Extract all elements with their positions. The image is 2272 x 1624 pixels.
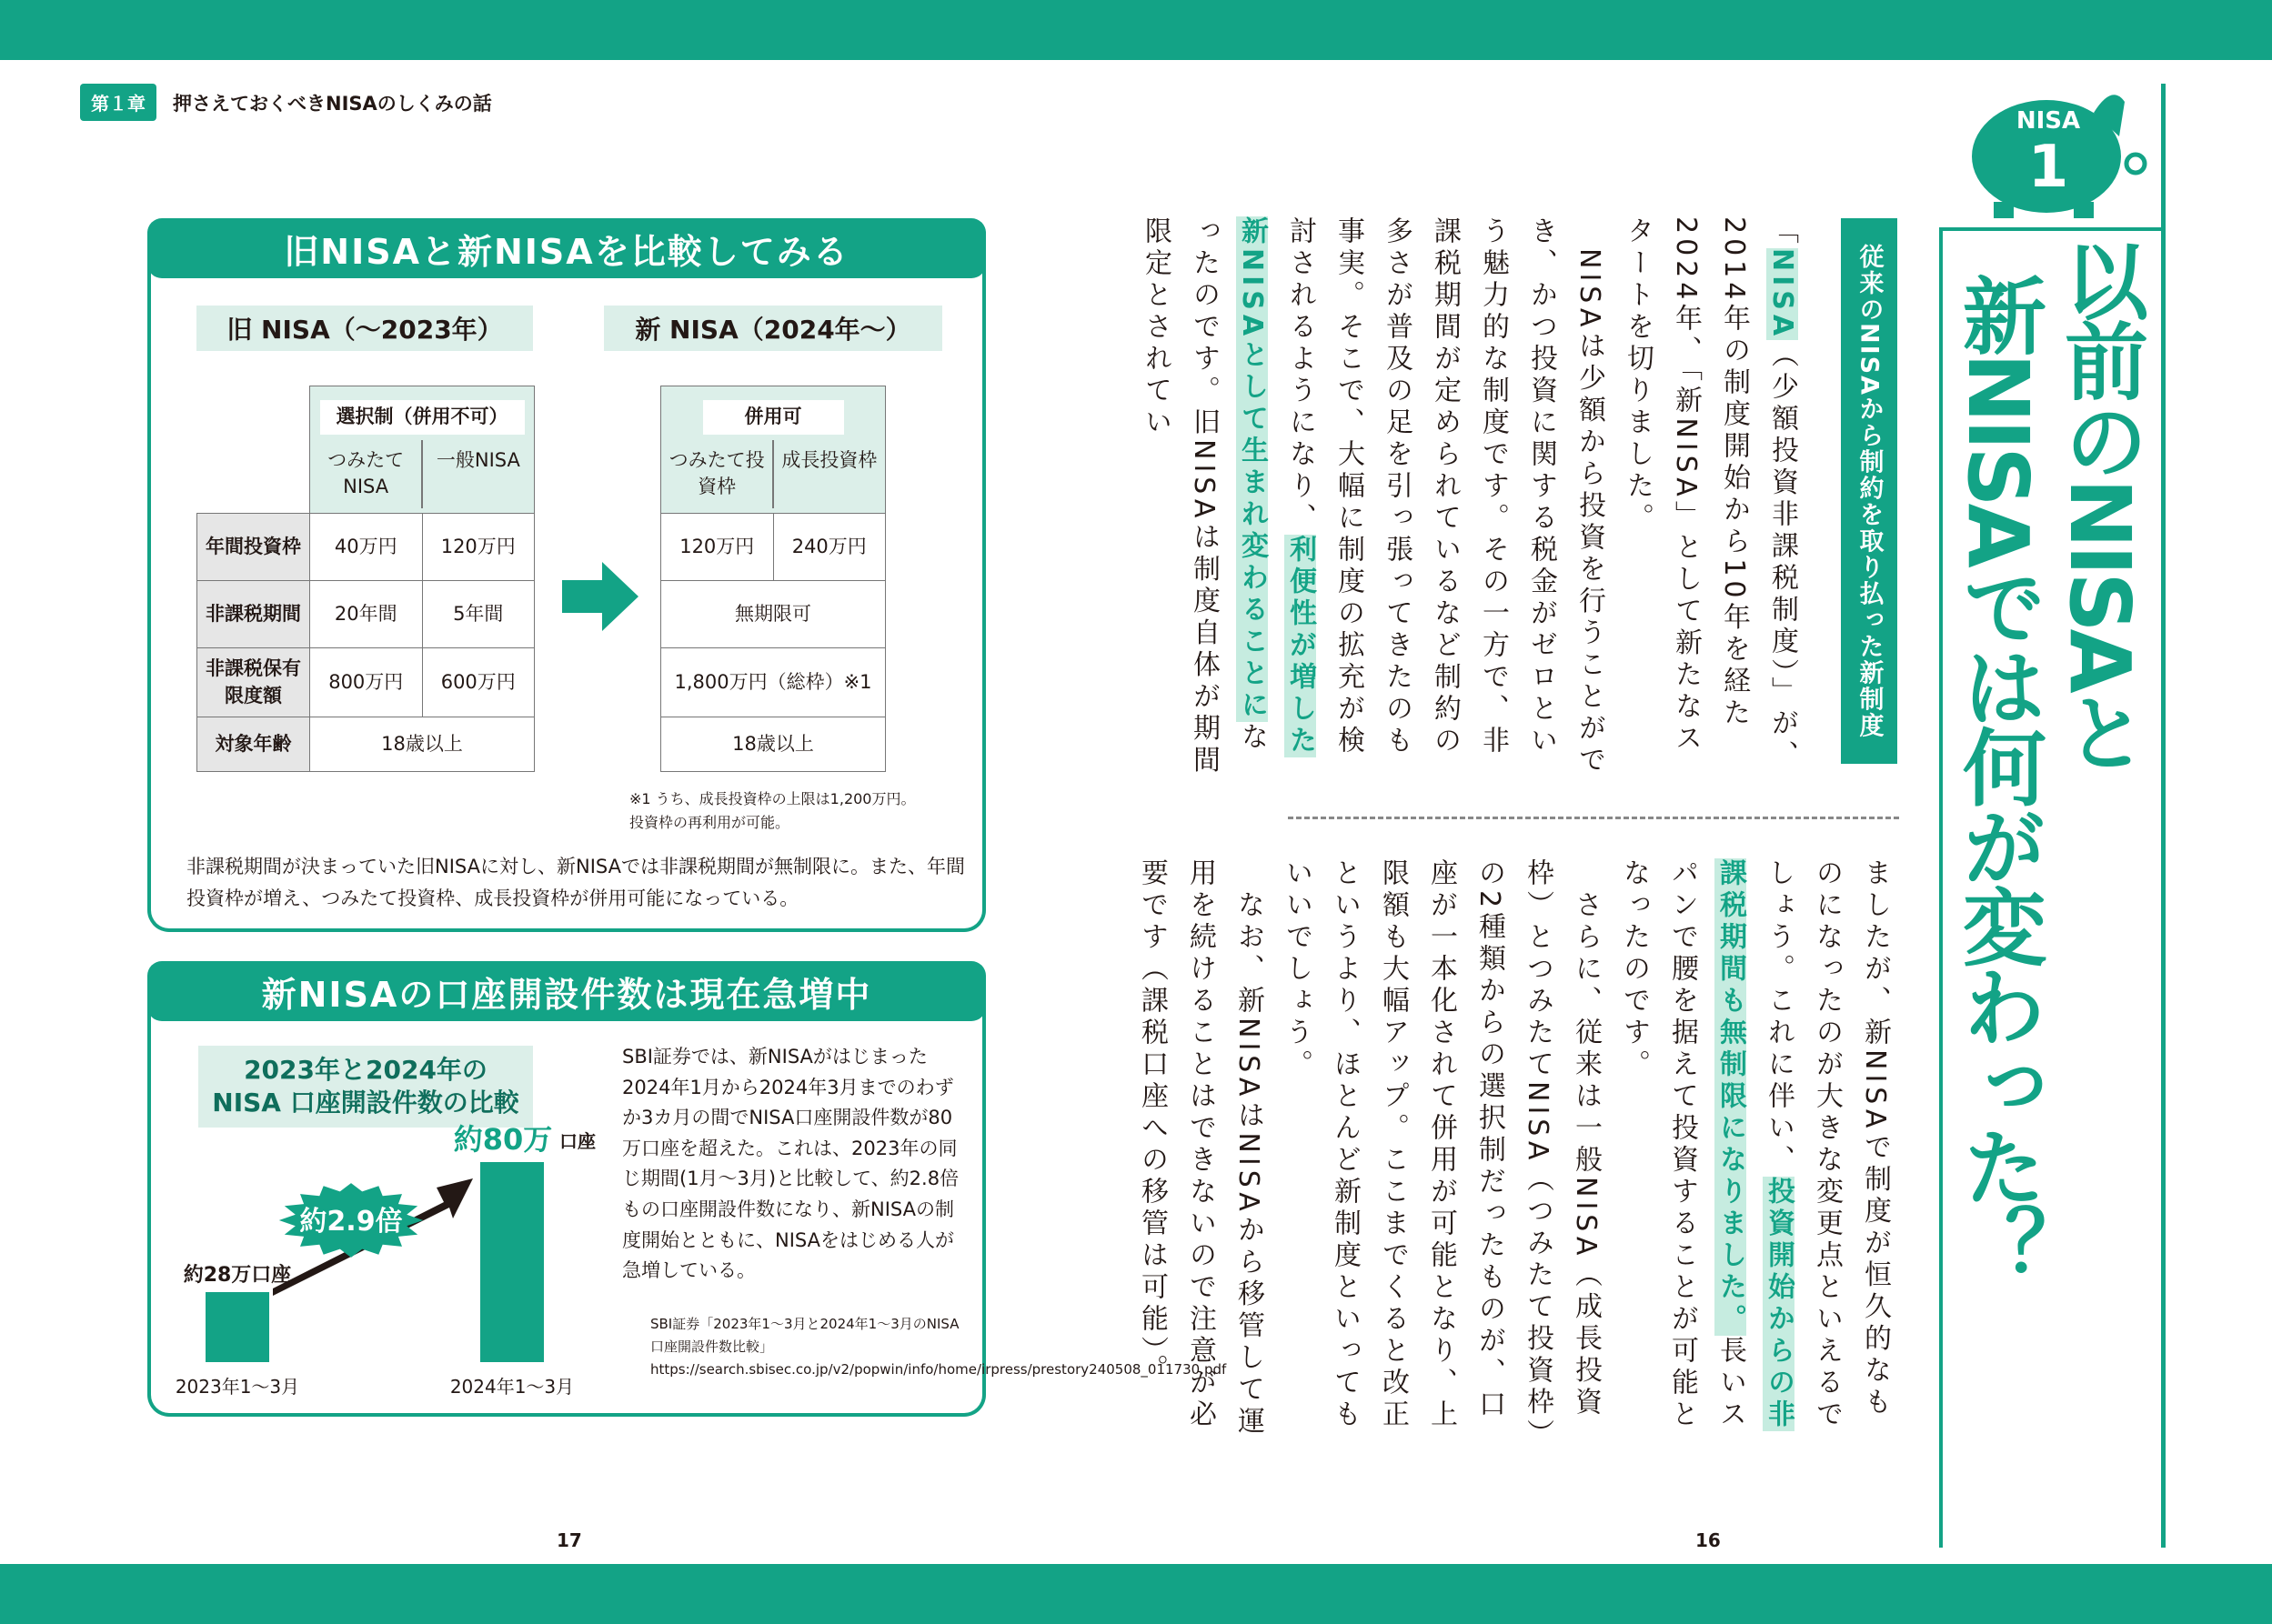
x-tick-label: 2023年1～3月 [175, 1376, 300, 1398]
new-col-a: つみたて投資枠 [669, 448, 765, 498]
compare-description: 非課税期間が決まっていた旧NISAに対し、新NISAでは非課税期間が無制限に。また、年間投資枠が増え、つみたて投資枠、成長投資枠が併用可能になっている。 [186, 856, 965, 909]
vertical-rule-inner [1939, 227, 1943, 1548]
arrow-right-icon [562, 562, 638, 631]
new-cell: 120万円 [661, 514, 774, 581]
bar-chart [169, 1122, 642, 1409]
old-cell: 5年間 [422, 581, 535, 648]
new-cell: 240万円 [773, 514, 886, 581]
new-nisa-table [660, 386, 886, 772]
vertical-rule-outer [2161, 84, 2166, 1548]
section-label: 従来のNISAから制約を取り払った新制度 [1841, 218, 1897, 764]
old-nisa-table [196, 386, 535, 772]
row-label: 対象年齢 [197, 717, 310, 772]
new-cell: 1,800万円（総枠）※1 [661, 648, 886, 717]
headline-col1: 以前のNISAと [2051, 238, 2148, 770]
p2-rest: なったのです。旧NISAは制度自体が期間限定とされてい [1140, 216, 1268, 777]
old-cell: 600万円 [422, 648, 535, 717]
old-cell: 20年間 [310, 581, 423, 648]
new-col-b: 成長投資枠 [781, 448, 878, 471]
chapter-tag: 第１章 [80, 84, 156, 121]
body-lower [1136, 858, 1899, 1440]
dashed-divider [1288, 817, 1899, 819]
top-band [0, 0, 2272, 60]
source-citation: SBI証券「2023年1～3月と2024年1～3月のNISA口座開設件数比較」https://search.sbisec.co.jp/v2/popwin/info/home/irpress/prestory240508_011730.pdf [650, 1316, 1227, 1378]
data-label: 約28万口座 [183, 1264, 292, 1287]
x-tick-label: 2024年1～3月 [449, 1376, 575, 1398]
old-col-a: つみたてNISA [327, 448, 405, 498]
body-upper [1140, 216, 1806, 780]
bar [480, 1162, 544, 1362]
p5-text: なお、新NISAはNISAから移管して運用を続けることはできないので注意が必要です（課税口座への移管は可能）。 [1136, 858, 1264, 1439]
page-number-right: 16 [1695, 1529, 1721, 1551]
old-cell: 120万円 [422, 514, 535, 581]
p3-text: ましたが、新NISAで制度が恒久的なものになったのが大きな変更点といえるでしょう。これに伴い、 [1763, 858, 1891, 1431]
footnote [629, 787, 915, 834]
new-mode: 併用可 [703, 400, 844, 434]
badge-number: 1 [2027, 134, 2069, 201]
bottom-band [0, 1564, 2272, 1624]
bar [206, 1292, 269, 1362]
top-rule [1939, 227, 2165, 231]
chart-title-line: NISA 口座開設件数の比較 [212, 1088, 519, 1118]
new-cell: 無期限可 [661, 581, 886, 648]
chapter-title: 押さえておくべきNISAのしくみの話 [173, 92, 492, 115]
p4-text: さらに、従来は一般NISA（成長投資枠）とつみたてNISA（つみたて投資枠）の2種類からの選択制だったものが、口座が一本化されて併用が可能となり、上限額も大幅アップ。ここまでくると改正というより、ほとんど新制度といってもいいでしょう。 [1281, 858, 1602, 1438]
p3-highlight: 投資開始からの非課税期間も無制限になりました。 [1714, 858, 1794, 1431]
growth-title: 新NISAの口座開設件数は現在急増中 [147, 961, 986, 1021]
p2-text: NISAは少額から投資を行うことができ、かつ投資に関する税金がゼロという魅力的な制度です。その一方で、非課税期間が定められているなど制約の多さが普及の足を引っ張ってきたのも事実。そこで、大幅に制度の拡充が検討されるようになり、 [1284, 216, 1605, 777]
page-number-left: 17 [557, 1529, 582, 1551]
p1-open: 「 [1766, 216, 1798, 248]
row-label: 年間投資枠 [197, 514, 310, 581]
row-label: 非課税期間 [197, 581, 310, 648]
old-nisa-title: 旧 NISA（～2023年） [196, 306, 533, 351]
compare-title: 旧NISAと新NISAを比較してみる [147, 218, 986, 278]
p1-highlight: NISA [1766, 248, 1798, 341]
old-col-b: 一般NISA [436, 448, 520, 471]
new-cell: 18歳以上 [661, 717, 886, 772]
p2-highlight: 利便性が増した新NISAとして生まれ変わることに [1236, 216, 1316, 757]
old-cell: 800万円 [310, 648, 423, 717]
chart-title-line: 2023年と2024年の [244, 1054, 488, 1085]
old-mode: 選択制（併用不可） [320, 400, 525, 434]
multiplier-label: 約2.9倍 [299, 1206, 403, 1238]
p1-rest: （少額投資非課税制度）」が、2014年の制度開始から10年を経た2024年、「新NISA」として新たなスタートを切りました。 [1622, 216, 1798, 773]
new-nisa-title: 新 NISA（2024年～） [604, 306, 942, 351]
data-label-unit: 口座 [559, 1130, 596, 1152]
data-label: 約80万 [453, 1122, 553, 1157]
row-label: 非課税保有限度額 [197, 648, 310, 717]
old-cell: 18歳以上 [310, 717, 535, 772]
growth-text: SBI証券では、新NISAがはじまった2024年1月から2024年3月までのわずか3カ月の間でNISA口座開設件数が80万口座を超えた。これは、2023年の同じ期間(1月～3月)と比較して、約2.8倍もの口座開設件数になり、新NISAの制度開始とともに、NISAをはじめる人が急増している。 [622, 1046, 960, 1282]
chart-title [198, 1046, 533, 1128]
p3-rest: 長いスパンで腰を据えて投資することが可能となったのです。 [1618, 858, 1746, 1431]
footnote-line: 投資枠の再利用が可能。 [629, 813, 790, 831]
badge-top: NISA [2016, 107, 2081, 135]
old-cell: 40万円 [310, 514, 423, 581]
headline-col2: 新NISAでは何が変わった？ [1949, 273, 2046, 1285]
footnote-line: ※1 うち、成長投資枠の上限は1,200万円。 [629, 790, 916, 807]
chapter-header [80, 84, 492, 121]
